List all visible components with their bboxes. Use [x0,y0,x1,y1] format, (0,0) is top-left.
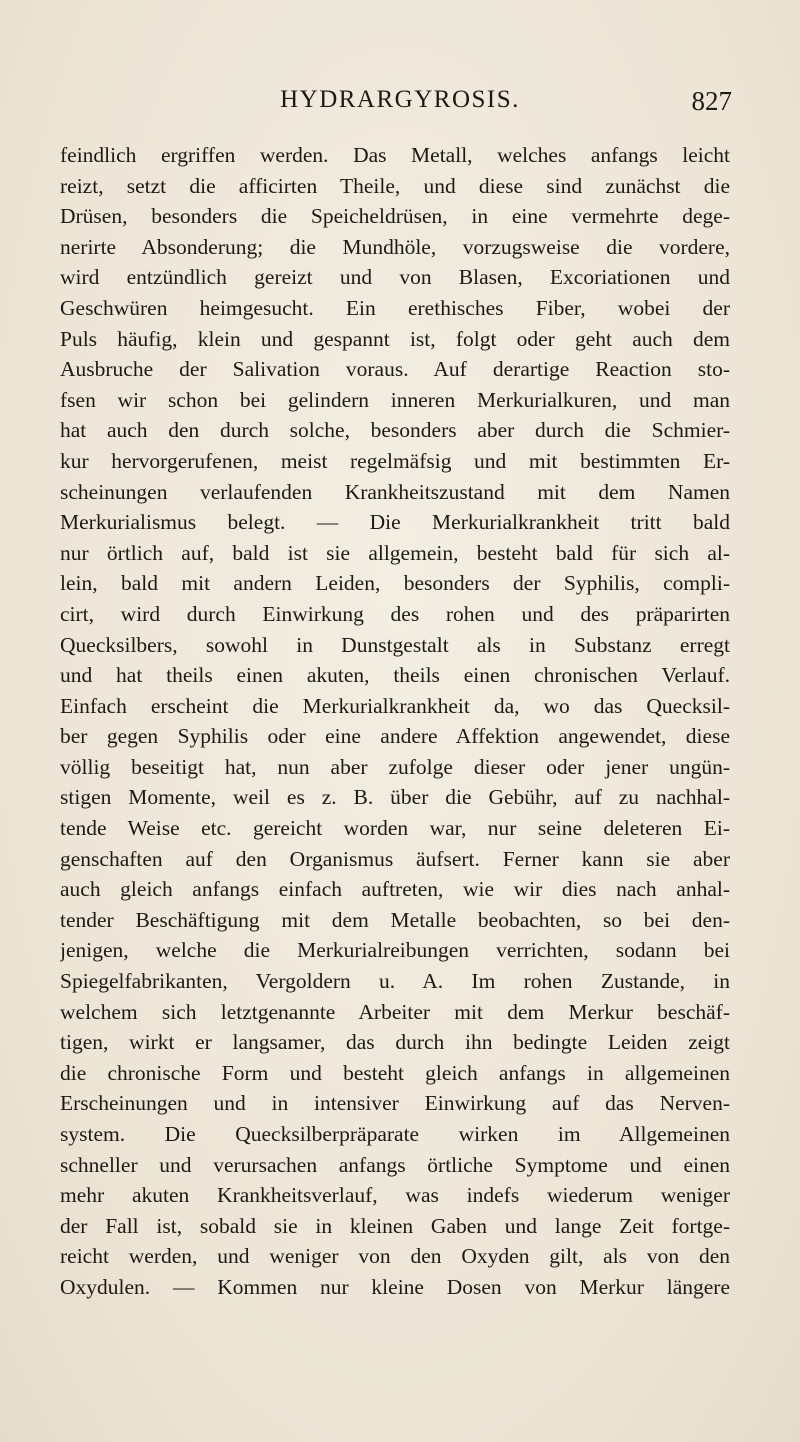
text-line: nur örtlich auf, bald ist sie allgemein, besteht bald für sich al- [60,540,730,565]
text-line: der Fall ist, sobald sie in kleinen Gaben und lange Zeit fortge- [60,1213,730,1238]
text-line: Ausbruche der Salivation voraus. Auf derartige Reaction sto- [60,357,730,382]
text-line: reizt, setzt die afficirten Theile, und diese sind zunächst die [60,173,730,198]
text-line: tender Beschäftigung mit dem Metalle beobachten, so bei den- [60,907,730,932]
text-line: schneller und verursachen anfangs örtliche Symptome und einen [60,1152,730,1177]
text-line: Quecksilbers, sowohl in Dunstgestalt als in Substanz erregt [60,632,730,657]
text-line: Drüsen, besonders die Speicheldrüsen, in eine vermehrte dege- [60,204,730,229]
text-line: Geschwüren heimgesucht. Ein erethisches Fiber, wobei der [60,295,730,320]
text-line: tigen, wirkt er langsamer, das durch ihn bedingte Leiden zeigt [60,1030,730,1055]
page-number: 827 [691,86,732,116]
text-line: Einfach erscheint die Merkurialkrankheit da, wo das Quecksil- [60,693,730,718]
text-line: mehr akuten Krankheitsverlauf, was indefs wiederum weniger [60,1183,730,1208]
text-line: feindlich ergriffen werden. Das Metall, welches anfangs leicht [60,143,730,167]
text-line: lein, bald mit andern Leiden, besonders der Syphilis, compli- [60,571,730,596]
text-line: wird entzündlich gereizt und von Blasen, Excoriationen und [60,265,730,290]
text-line: tende Weise etc. gereicht worden war, nur seine deleteren Ei- [60,816,730,841]
text-line: Oxydulen. — Kommen nur kleine Dosen von Merkur längere [60,1274,730,1299]
text-line: Erscheinungen und in intensiver Einwirkung auf das Nerven- [60,1091,730,1116]
page-header [60,86,740,116]
running-head: HYDRARGYROSIS. [280,86,520,113]
text-line: stigen Momente, weil es z. B. über die Gebühr, auf zu nachhal- [60,785,730,810]
text-line: völlig beseitigt hat, nun aber zufolge dieser oder jener ungün- [60,754,730,779]
text-line: reicht werden, und weniger von den Oxyden gilt, als von den [60,1244,730,1269]
text-line: ber gegen Syphilis oder eine andere Affektion angewendet, diese [60,724,730,749]
text-line: nerirte Absonderung; die Mundhöle, vorzugsweise die vordere, [60,234,730,259]
text-line: genschaften auf den Organismus äufsert. Ferner kann sie aber [60,846,730,871]
text-line: Spiegelfabrikanten, Vergoldern u. A. Im rohen Zustande, in [60,969,730,994]
text-line: kur hervorgerufenen, meist regelmäfsig und mit bestimmten Er- [60,448,730,473]
text-line: die chronische Form und besteht gleich anfangs in allgemeinen [60,1060,730,1085]
text-line: hat auch den durch solche, besonders aber durch die Schmier- [60,418,730,443]
text-line: auch gleich anfangs einfach auftreten, wie wir dies nach anhal- [60,877,730,902]
text-line: und hat theils einen akuten, theils einen chronischen Verlauf. [60,663,730,688]
body-text [60,140,730,1303]
text-line: jenigen, welche die Merkurialreibungen verrichten, sodann bei [60,938,730,963]
text-line: Merkurialismus belegt. — Die Merkurialkrankheit tritt bald [60,510,730,535]
text-line: system. Die Quecksilberpräparate wirken im Allgemeinen [60,1122,730,1146]
text-line: fsen wir schon bei gelindern inneren Merkurialkuren, und man [60,387,730,412]
text-line: Puls häufig, klein und gespannt ist, folgt oder geht auch dem [60,326,730,351]
text-line: welchem sich letztgenannte Arbeiter mit dem Merkur beschäf- [60,999,730,1024]
text-line: cirt, wird durch Einwirkung des rohen und des präparirten [60,601,730,626]
text-line: scheinungen verlaufenden Krankheitszustand mit dem Namen [60,479,730,504]
